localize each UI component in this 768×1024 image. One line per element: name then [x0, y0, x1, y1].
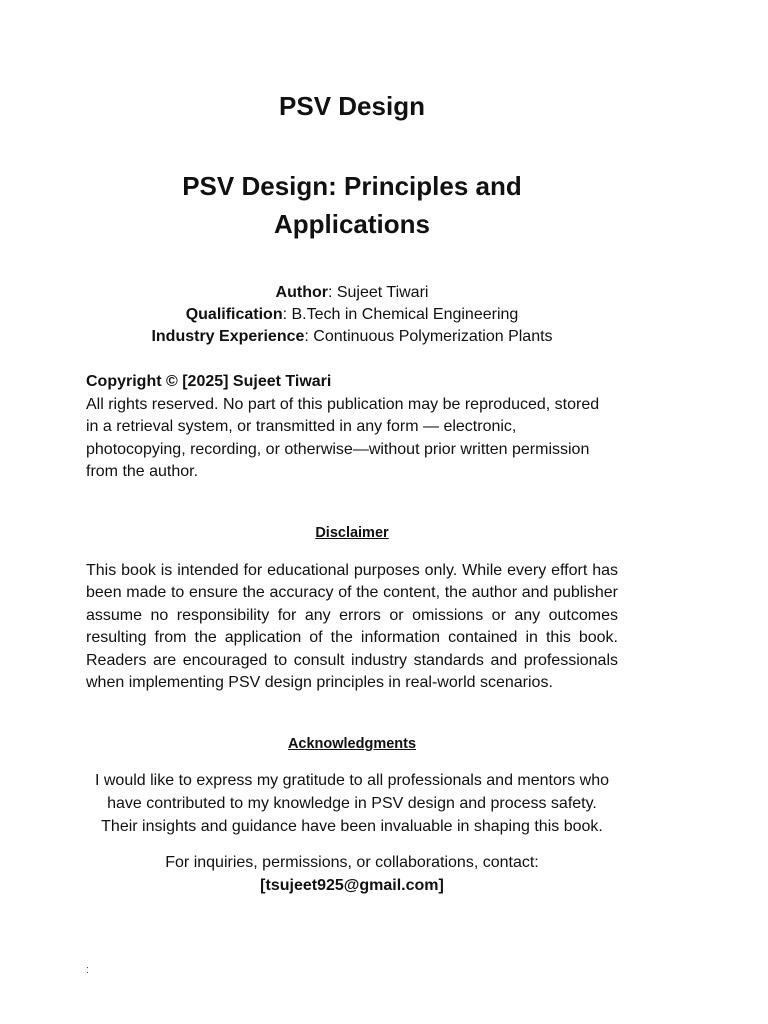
copyright-line-4: from the author.	[86, 463, 199, 480]
disclaimer-body: This book is intended for educational purposes only. While every effort has been made to ensure the accuracy of the content, the author and publisher assume no responsibility for any errors or omissions or any outcomes resulting from the application of the information contained in this book. Readers are encouraged to consult industry standards and professionals when implementing PSV design principles in real-world scenarios.	[86, 562, 618, 692]
contact-line: For inquiries, permissions, or collaborations, contact:	[165, 854, 539, 871]
subtitle-line-1: PSV Design: Principles and	[182, 171, 522, 201]
qualification-line	[0, 304, 704, 326]
acknowledgments-line-2: have contributed to my knowledge in PSV design and process safety.	[107, 795, 597, 812]
author-value: : Sujeet Tiwari	[327, 284, 429, 301]
qualification-value: : B.Tech in Chemical Engineering	[282, 306, 519, 323]
page-subtitle	[0, 167, 704, 243]
disclaimer-heading: Disclaimer	[315, 525, 389, 541]
acknowledgments-line-3: Their insights and guidance have been invaluable in shaping this book.	[101, 818, 603, 835]
author-label: Author	[275, 284, 328, 301]
copyright-notice	[86, 371, 646, 484]
page-title: PSV Design	[279, 91, 425, 121]
experience-label: Industry Experience	[151, 328, 305, 345]
acknowledgments-heading: Acknowledgments	[287, 736, 417, 752]
author-line	[0, 282, 704, 304]
subtitle-line-2: Applications	[273, 209, 430, 239]
contact-info	[0, 851, 704, 897]
experience-value: : Continuous Polymerization Plants	[304, 328, 553, 345]
experience-line	[0, 326, 704, 348]
contact-email[interactable]: [tsujeet925@gmail.com]	[260, 877, 444, 894]
copyright-line-2: in a retrieval system, or transmitted in any form — electronic,	[86, 418, 517, 435]
author-info	[0, 282, 704, 348]
copyright-line-1: All rights reserved. No part of this publication may be reproduced, stored	[86, 395, 600, 413]
copyright-line-3: photocopying, recording, or otherwise—without prior written permission	[86, 440, 590, 458]
qualification-label: Qualification	[185, 306, 283, 323]
footer-mark: :	[86, 964, 90, 976]
acknowledgments-line-1: I would like to express my gratitude to all professionals and mentors who	[94, 772, 610, 789]
copyright-heading: Copyright © [2025] Sujeet Tiwari	[86, 373, 332, 390]
acknowledgments-body	[0, 769, 704, 838]
